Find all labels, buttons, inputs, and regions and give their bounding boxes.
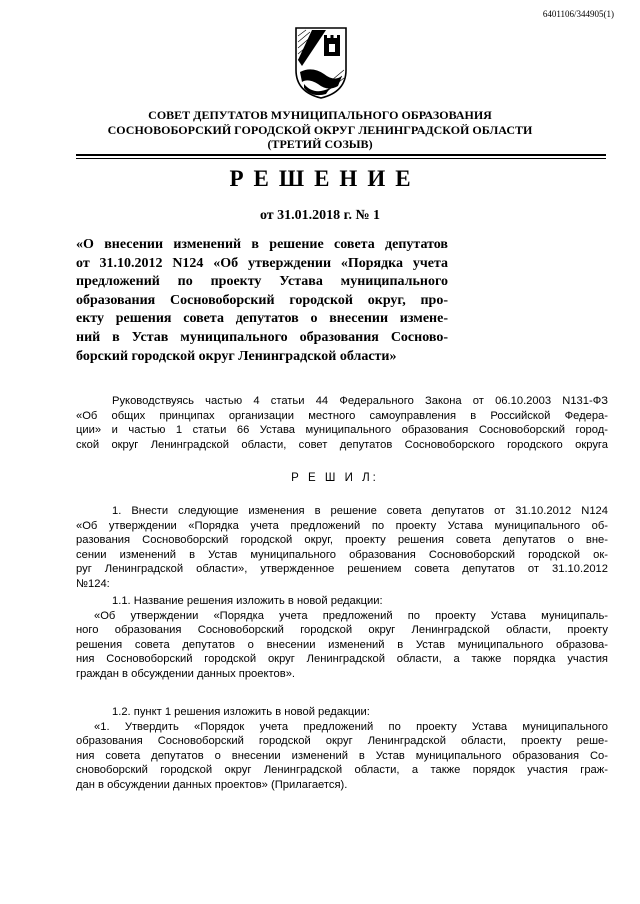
item-1-1-paragraph	[76, 594, 608, 681]
text-line: «Об утверждении «Порядка учета предложений по проекту Устава муниципального об-	[76, 519, 608, 532]
header-line: СОВЕТ ДЕПУТАТОВ МУНИЦИПАЛЬНОГО ОБРАЗОВАНИЯ	[148, 108, 492, 122]
subject-line: от 31.10.2012 N124 «Об утверждении «Порядка учета	[76, 255, 448, 271]
text-line: «1. Утвердить «Порядок учета предложений по проекту Устава муниципального	[94, 720, 608, 733]
header-line: СОСНОВОБОРСКИЙ ГОРОДСКОЙ ОКРУГ ЛЕНИНГРАДСКОЙ ОБЛАСТИ	[107, 122, 533, 137]
text-line: 1. Внести следующие изменения в решение совета депутатов от 31.10.2012 N124	[112, 505, 608, 517]
document-title: РЕШЕНИЕ	[229, 166, 421, 191]
text-line: ской округ Ленинградской области, совет депутатов Сосновоборского городского округа	[76, 438, 608, 451]
document-subject	[76, 236, 448, 366]
subject-line: борский городской округ Ленинградской области»	[76, 348, 397, 364]
text-line: решения совета депутатов о внесении изменений в Устав муниципального образова-	[76, 638, 608, 651]
text-line: 1.1. Название решения изложить в новой редакции:	[112, 595, 383, 607]
text-line: ного образования Сосновоборский городской округ Ленинградской области, проекту	[76, 624, 608, 636]
text-line: руг Ленинградской области», утвержденное решением совета депутатов от 31.10.2012	[76, 563, 608, 575]
document-date: от 31.01.2018 г. № 1	[259, 208, 381, 223]
text-line: ния совета депутатов о внесении изменений в Устав муниципального образования Со-	[76, 749, 608, 762]
coat-of-arms-icon	[290, 26, 352, 100]
text-line: «Об общих принципах организации местного самоуправления в Российской Федера-	[76, 409, 608, 422]
text-line: ния Сосновоборский городской округ Ленинградской области, а также порядка участия	[76, 653, 608, 665]
organization-header	[0, 108, 640, 152]
subject-line: образования Сосновоборский городской округ, про-	[76, 292, 448, 308]
header-divider	[76, 154, 606, 159]
text-line: №124:	[76, 577, 110, 590]
text-line: 1.2. пункт 1 решения изложить в новой редакции:	[112, 706, 370, 718]
text-line: ции» и частью 1 статьи 66 Устава муниципального образования Сосновоборский город-	[76, 424, 608, 436]
preamble-paragraph	[76, 394, 608, 452]
document-code: 6401106/344905(1)	[542, 9, 614, 19]
resolved-heading: Р Е Ш И Л:	[291, 472, 379, 484]
subject-line: екту решения совета депутатов о внесении измене-	[76, 311, 448, 327]
text-line: «Об утверждении «Порядка учета предложений по проекту Устава муниципаль-	[94, 609, 608, 622]
text-line: сновоборский городской округ Ленинградской области, а также порядок участия граж-	[76, 764, 608, 776]
text-line: дан в обсуждении данных проектов» (Прилагается).	[76, 778, 348, 791]
text-line: граждан в обсуждении данных проектов».	[76, 667, 296, 680]
subject-line: предложений по проекту Устава муниципального	[76, 274, 448, 290]
subject-line: ний в Устав муниципального образования Сосново-	[76, 329, 448, 345]
text-line: образования Сосновоборский городской округ Ленинградской области, проекту реше-	[76, 735, 608, 747]
text-line: Руководствуясь частью 4 статьи 44 Федерального Закона от 06.10.2003 N131-ФЗ	[112, 395, 608, 407]
header-line: (ТРЕТИЙ СОЗЫВ)	[267, 137, 373, 151]
item-1-paragraph	[76, 504, 608, 591]
text-line: сении изменений в Устав муниципального образования Сосновоборский городской ок-	[76, 548, 608, 561]
text-line: разования Сосновоборский городской округ, проекту решения совета депутатов о вне-	[76, 534, 608, 546]
subject-line: «О внесении изменений в решение совета депутатов	[76, 237, 448, 252]
item-1-2-paragraph	[76, 705, 608, 792]
